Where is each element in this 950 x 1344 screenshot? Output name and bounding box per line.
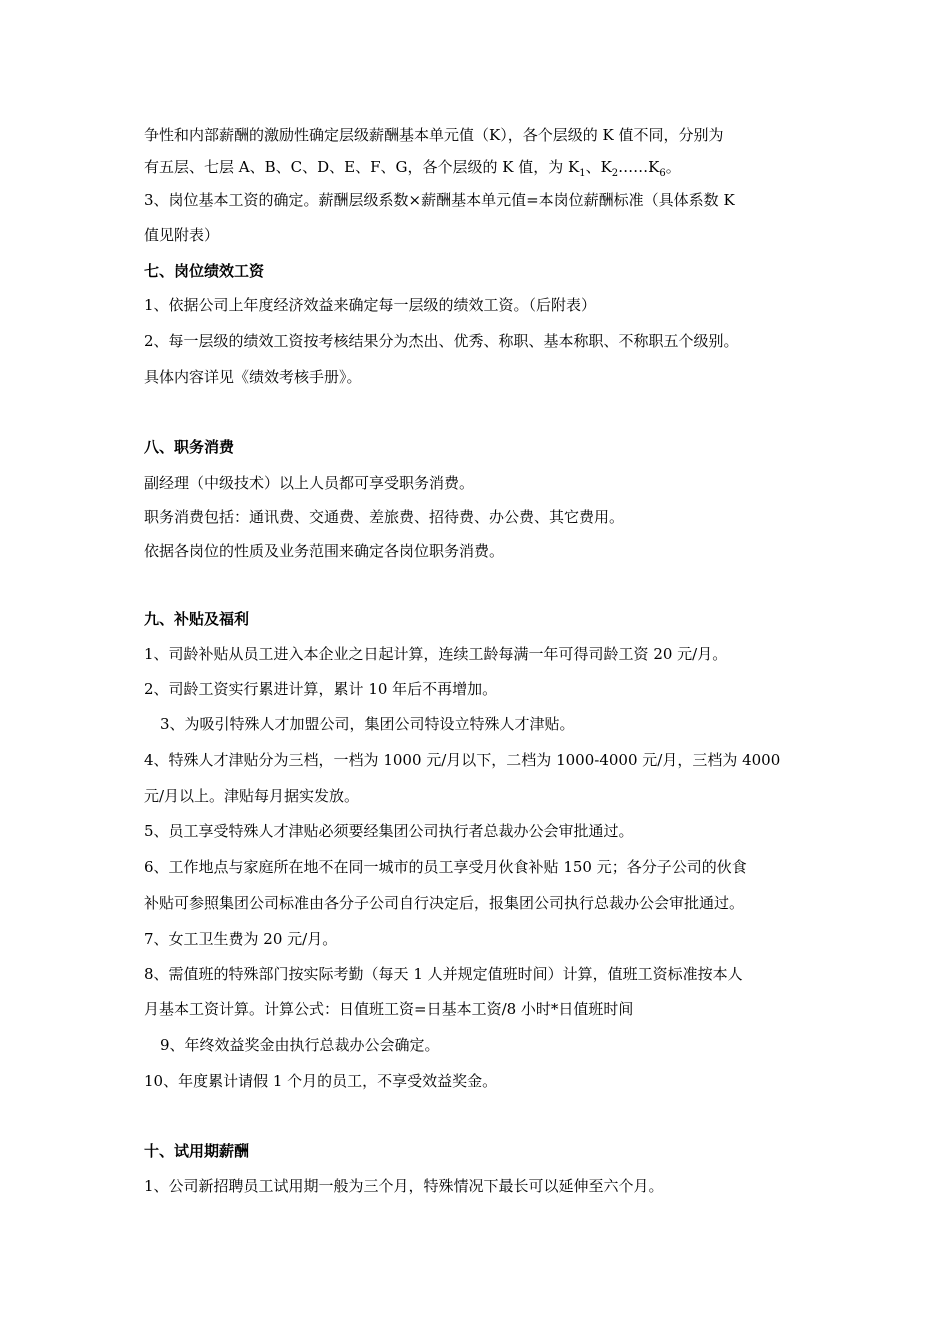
paragraph-line: 1、司龄补贴从员工进入本企业之日起计算，连续工龄每满一年可得司龄工资 20 元/月。 xyxy=(144,645,728,663)
paragraph-line: 具体内容详见《绩效考核手册》。 xyxy=(144,368,362,386)
subscript: 6 xyxy=(659,168,666,179)
paragraph-line: 1、公司新招聘员工试用期一般为三个月，特殊情况下最长可以延伸至六个月。 xyxy=(144,1177,664,1195)
paragraph-line: 10、年度累计请假 1 个月的员工，不享受效益奖金。 xyxy=(144,1072,498,1090)
paragraph-text: 有五层、七层 A、B、C、D、E、F、G，各个层级的 K 值，为 K xyxy=(144,158,580,176)
section-heading-7: 七、岗位绩效工资 xyxy=(144,262,265,280)
paragraph-line: 值见附表） xyxy=(144,226,220,244)
paragraph-line: 月基本工资计算。计算公式：日值班工资=日基本工资/8 小时*日值班时间 xyxy=(144,1000,634,1018)
paragraph-line: 依据各岗位的性质及业务范围来确定各岗位职务消费。 xyxy=(144,542,505,560)
section-heading-8: 八、职务消费 xyxy=(144,438,235,456)
paragraph-line: 1、依据公司上年度经济效益来确定每一层级的绩效工资。（后附表） xyxy=(144,296,597,314)
paragraph-line: 职务消费包括：通讯费、交通费、差旅费、招待费、办公费、其它费用。 xyxy=(144,508,625,526)
subscript: 2 xyxy=(611,168,619,179)
paragraph-line: 9、年终效益奖金由执行总裁办公会确定。 xyxy=(160,1036,440,1054)
subscript: 1 xyxy=(579,168,586,179)
paragraph-line: 2、司龄工资实行累进计算，累计 10 年后不再增加。 xyxy=(144,680,498,698)
paragraph-line: 元/月以上。津贴每月据实发放。 xyxy=(144,787,360,805)
paragraph-line: 8、需值班的特殊部门按实际考勤（每天 1 人并规定值班时间）计算，值班工资标准按本人 xyxy=(144,965,743,983)
paragraph-text: 。 xyxy=(665,158,681,176)
section-heading-9: 九、补贴及福利 xyxy=(144,610,250,628)
paragraph-line: 6、工作地点与家庭所在地不在同一城市的员工享受月伙食补贴 150 元；各分子公司的伙食 xyxy=(144,858,747,876)
paragraph-line: 争性和内部薪酬的激励性确定层级薪酬基本单元值（K），各个层级的 K 值不同，分别为 xyxy=(144,126,724,144)
paragraph-line: 补贴可参照集团公司标准由各分子公司自行决定后，报集团公司执行总裁办公会审批通过。 xyxy=(144,894,745,912)
paragraph-text: 、K xyxy=(585,158,612,176)
paragraph-line: 5、员工享受特殊人才津贴必须要经集团公司执行者总裁办公会审批通过。 xyxy=(144,822,634,840)
paragraph-line-k-values xyxy=(144,157,824,177)
paragraph-line: 3、为吸引特殊人才加盟公司，集团公司特设立特殊人才津贴。 xyxy=(160,715,575,733)
paragraph-line: 2、每一层级的绩效工资按考核结果分为杰出、优秀、称职、基本称职、不称职五个级别。 xyxy=(144,332,739,350)
paragraph-line: 副经理（中级技术）以上人员都可享受职务消费。 xyxy=(144,474,475,492)
paragraph-line: 4、特殊人才津贴分为三档，一档为 1000 元/月以下，二档为 1000-4000 元/月，三档为 4000 xyxy=(144,751,781,769)
paragraph-line: 7、女工卫生费为 20 元/月。 xyxy=(144,930,338,948)
paragraph-line: 3、岗位基本工资的确定。薪酬层级系数×薪酬基本单元值=本岗位薪酬标准（具体系数 K xyxy=(144,191,735,209)
section-heading-10: 十、试用期薪酬 xyxy=(144,1142,250,1160)
paragraph-text: ……K xyxy=(618,158,660,176)
